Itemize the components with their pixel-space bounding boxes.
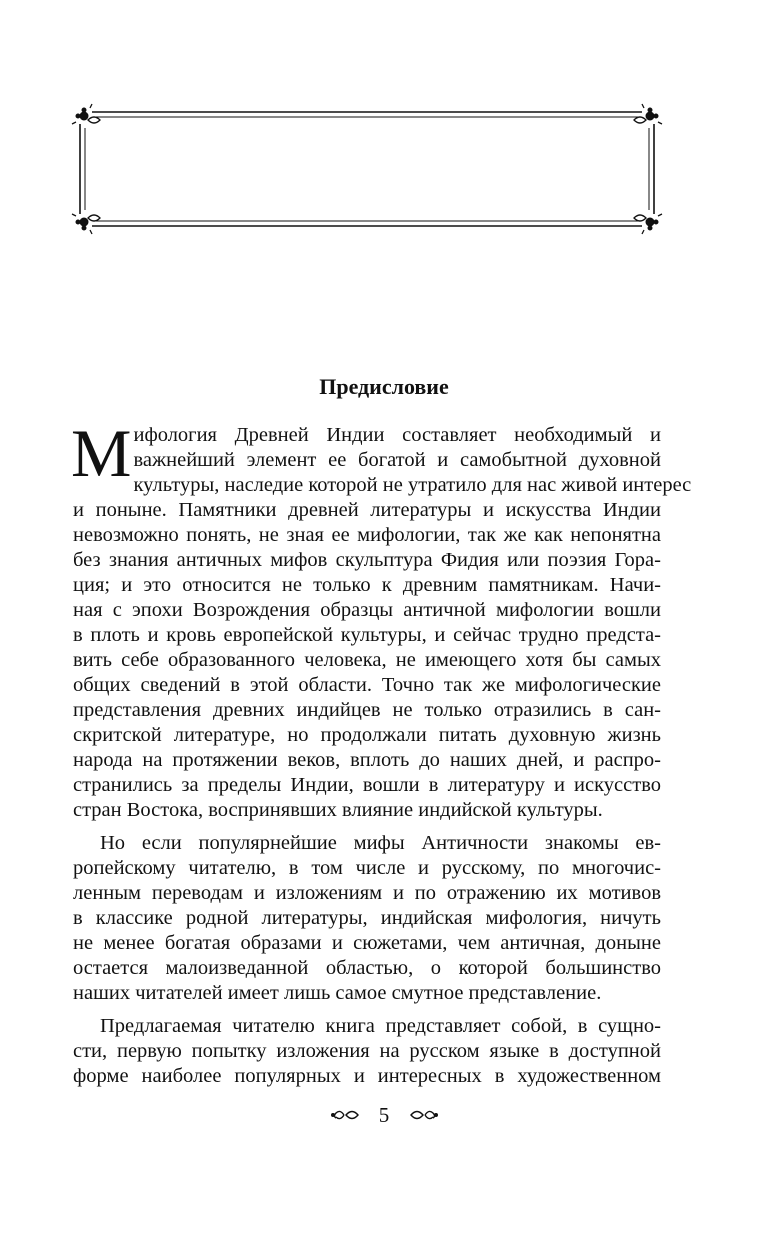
text-line: представления древних индийцев не только отразились в сан-: [73, 699, 661, 721]
text-line: сти, первую попытку изложения на русском языке в доступной: [73, 1040, 661, 1062]
text-line: важнейший элемент ее богатой и самобытной духовной: [133, 449, 661, 471]
flourish-left-icon: [330, 1107, 360, 1123]
text-line: общих сведений в этой области. Точно так же мифологические: [73, 674, 661, 696]
text-line: ная с эпохи Возрождения образцы античной мифологии вошли: [73, 599, 661, 621]
text-line: невозможно понять, не зная ее мифологии, так же как непонятна: [73, 524, 661, 546]
page-number-footer: [0, 1100, 768, 1128]
body-text: [71, 415, 692, 1097]
paragraph-1: [71, 415, 692, 823]
decorative-header-frame: [70, 100, 664, 238]
text-line: ция; и это относится не только к древним памятникам. Начи-: [73, 574, 661, 596]
text-line: ропейскому читателю, в том числе и русскому, по многочис-: [73, 857, 661, 879]
text-line: культуры, наследие которой не утратило для нас живой интерес: [133, 474, 692, 496]
text-line: ифология Древней Индии составляет необходимый и: [133, 424, 661, 446]
text-line: в классике родной литературы, индийская мифология, ничуть: [73, 907, 661, 929]
text-line: стран Востока, воспринявших влияние индийской культуры.: [73, 799, 603, 821]
paragraph-3: [73, 1014, 661, 1089]
text-line: Но если популярнейшие мифы Античности знакомы ев-: [100, 832, 661, 854]
text-line: наших читателей имеет лишь самое смутное представление.: [73, 982, 602, 1004]
text-line: остается малоизведанной областью, о которой большинство: [73, 957, 661, 979]
text-line: и поныне. Памятники древней литературы и искусства Индии: [73, 499, 661, 521]
page-number: 5: [378, 1103, 390, 1128]
text-line: странились за пределы Индии, вошли в литературу и искусство: [73, 774, 661, 796]
ornamental-frame-icon: [70, 100, 664, 238]
text-line: народа на протяжении веков, вплоть до наших дней, и распро-: [73, 749, 661, 771]
text-line: в плоть и кровь европейской культуры, и сейчас трудно предста-: [73, 624, 661, 646]
page-title: Предисловие: [319, 374, 449, 399]
text-line: вить себе образованного человека, не имеющего хотя бы самых: [73, 649, 661, 671]
drop-cap: М: [71, 415, 132, 491]
text-line: Предлагаемая читателю книга представляет собой, в сущно-: [100, 1015, 661, 1037]
paragraph-2: [73, 831, 661, 1006]
text-line: ленным переводам и изложениям и по отражению их мотивов: [73, 882, 661, 904]
text-line: без знания античных мифов скульптура Фидия или поэзия Гора-: [73, 549, 661, 571]
text-line: скритской литературе, но продолжали питать духовную жизнь: [73, 724, 661, 746]
text-line: форме наиболее популярных и интересных в художественном: [73, 1065, 661, 1087]
text-line: не менее богатая образами и сюжетами, чем античная, доныне: [73, 932, 661, 954]
flourish-right-icon: [409, 1107, 439, 1123]
